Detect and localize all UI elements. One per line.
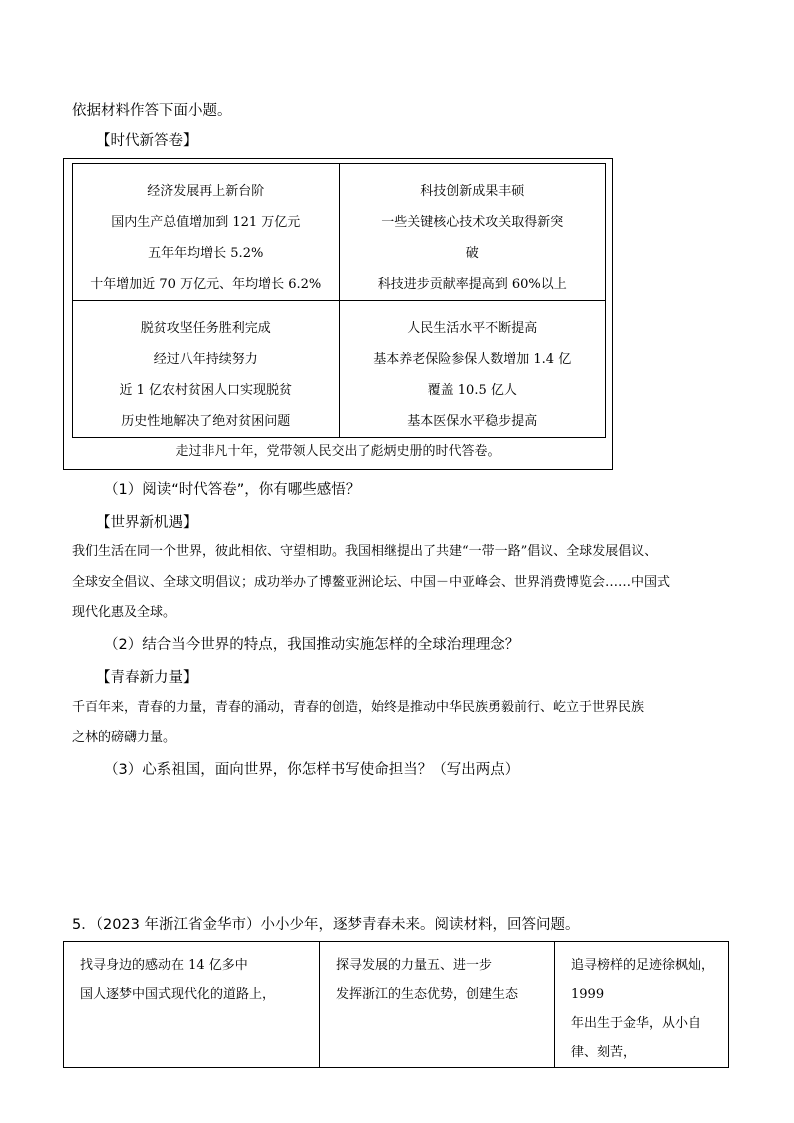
cell-line: 一些关键核心技术攻关取得新突 xyxy=(381,215,564,230)
section-heading-era: 【时代新答卷】 xyxy=(96,133,198,149)
cell-line: 探寻发展的力量五、进一步 xyxy=(336,958,493,973)
cell-living xyxy=(339,301,606,438)
q5-cell-touching xyxy=(64,942,320,1068)
question-2: （2）结合当今世界的特点，我国推动实施怎样的全球治理理念？ xyxy=(104,637,520,653)
cell-line: 经济发展再上新台阶 xyxy=(147,184,265,199)
cell-line: 基本医保水平稳步提高 xyxy=(407,414,538,429)
cell-line: 找寻身边的感动在 14 亿多中 xyxy=(80,958,248,973)
cell-line: 科技进步贡献率提高到 60%以上 xyxy=(377,277,567,292)
cell-line: 脱贫攻坚任务胜利完成 xyxy=(140,321,271,336)
world-para-line: 现代化惠及全球。 xyxy=(72,605,177,620)
section-heading-world: 【世界新机遇】 xyxy=(96,515,198,531)
cell-line: 科技创新成果丰硕 xyxy=(420,184,525,199)
cell-line: 破 xyxy=(465,246,479,261)
question-1: （1）阅读“时代答卷”，你有哪些感悟？ xyxy=(104,482,361,498)
section-heading-youth: 【青春新力量】 xyxy=(96,670,198,686)
world-para-line: 全球安全倡议、全球文明倡议；成功举办了博鳌亚洲论坛、中国－中亚峰会、世界消费博览会……中国式 xyxy=(72,575,671,590)
intro-text: 依据材料作答下面小题。 xyxy=(72,103,232,119)
cell-line: 近 1 亿农村贫困人口实现脱贫 xyxy=(119,383,293,398)
question-3: （3）心系祖国，面向世界，你怎样书写使命担当？（写出两点） xyxy=(104,762,520,778)
era-summary: 走过非凡十年，党带领人民交出了彪炳史册的时代答卷。 xyxy=(175,444,501,459)
question-5-table xyxy=(63,941,729,1068)
cell-line: 年出生于金华，从小自律、刻苦， xyxy=(571,1016,702,1060)
cell-line: 覆盖 10.5 亿人 xyxy=(427,383,517,398)
youth-para-line: 千百年来，青春的力量，青春的涌动，青春的创造，始终是推动中华民族勇毅前行、屹立于世界民族 xyxy=(72,700,645,715)
cell-line: 人民生活水平不断提高 xyxy=(407,321,538,336)
q5-cell-role-model xyxy=(555,942,729,1068)
q5-cell-development xyxy=(320,942,555,1068)
cell-line: 历史性地解决了绝对贫困问题 xyxy=(121,414,291,429)
cell-line: 五年年均增长 5.2% xyxy=(148,246,264,261)
cell-line: 十年增加近 70 万亿元、年均增长 6.2% xyxy=(90,277,322,292)
world-para-line: 我们生活在同一个世界，彼此相依、守望相助。我国相继提出了共建“一带一路”倡议、全球发展倡议、 xyxy=(72,544,658,559)
cell-line: 基本养老保险参保人数增加 1.4 亿 xyxy=(373,352,572,367)
cell-technology xyxy=(339,164,606,301)
cell-line: 经过八年持续努力 xyxy=(153,352,258,367)
cell-poverty xyxy=(73,301,340,438)
cell-line: 追寻榜样的足迹徐枫灿，1999 xyxy=(571,958,715,1002)
cell-line: 发挥浙江的生态优势，创建生态 xyxy=(336,987,519,1002)
cell-economy xyxy=(73,164,340,301)
era-answer-table xyxy=(72,163,606,438)
question-5-prompt: 5．（2023 年浙江省金华市）小小少年，逐梦青春未来。阅读材料，回答问题。 xyxy=(72,917,580,933)
youth-para-line: 之林的磅礴力量。 xyxy=(72,730,177,745)
cell-line: 国人逐梦中国式现代化的道路上， xyxy=(80,987,276,1002)
cell-line: 国内生产总值增加到 121 万亿元 xyxy=(111,215,301,230)
